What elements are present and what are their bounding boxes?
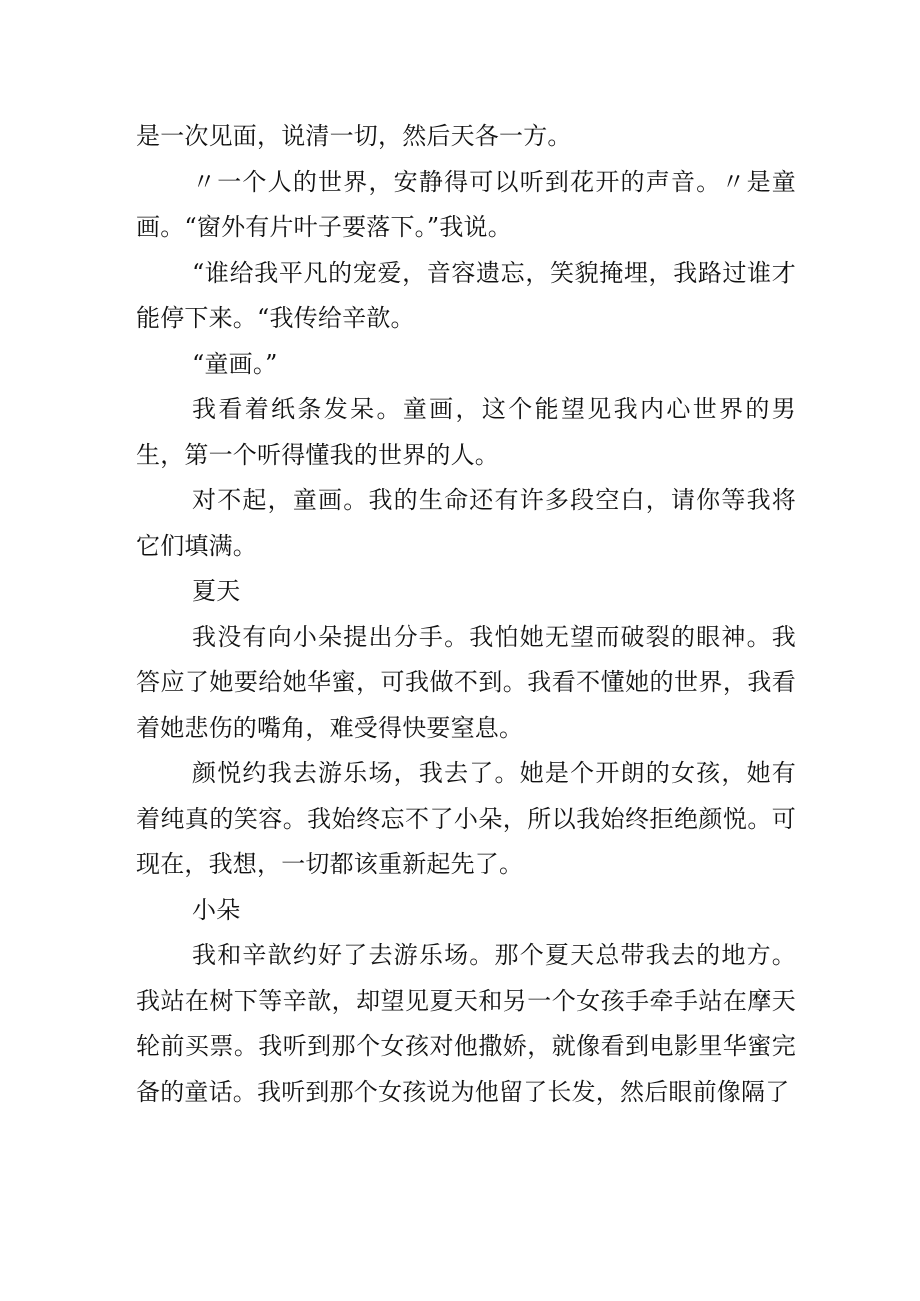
section-heading-xiatian: 夏天 (192, 577, 241, 605)
paragraph-quote-xinxin: “谁给我平凡的宠爱，音容遗忘，笑貌掩埋，我路过谁才能停下来。“我传给辛歆。 (136, 258, 796, 332)
section-heading-xiaoduo: 小朵 (192, 895, 241, 924)
paragraph-xiaoduo-1: 我和辛歆约好了去游乐场。那个夏天总带我去的地方。我站在树下等辛歆，却望见夏天和另一个女孩手牵手站在摩天轮前买票。我听到那个女孩对他撒娇，就像看到电影里华蜜完备的童话。我听到那个女孩说为他留了长发，然后眼前像隔了 (136, 941, 796, 1106)
paragraph-xiatian-2: 颜悦约我去游乐场，我去了。她是个开朗的女孩，她有着纯真的笑容。我始终忘不了小朵，所以我始终拒绝颜悦。可现在，我想，一切都该重新起先了。 (136, 759, 796, 878)
paragraph-apology: 对不起，童画。我的生命还有许多段空白，请你等我将它们填满。 (136, 486, 796, 560)
paragraph-continuation: 是一次见面，说清一切，然后天各一方。 (136, 122, 572, 150)
paragraph-note-reflection: 我看着纸条发呆。童画，这个能望见我内心世界的男生，第一个听得懂我的世界的人。 (136, 395, 796, 469)
paragraph-quote-tonghua: 〃一个人的世界，安静得可以听到花开的声音。〃是童画。“窗外有片叶子要落下。”我说。 (136, 167, 796, 241)
paragraph-xiatian-1: 我没有向小朵提出分手。我怕她无望而破裂的眼神。我答应了她要给她华蜜，可我做不到。我看不懂她的世界，我看着她悲伤的嘴角，难受得快要窒息。 (136, 622, 796, 742)
paragraph-reply: “童画。” (192, 349, 278, 378)
document-body (136, 114, 796, 1115)
